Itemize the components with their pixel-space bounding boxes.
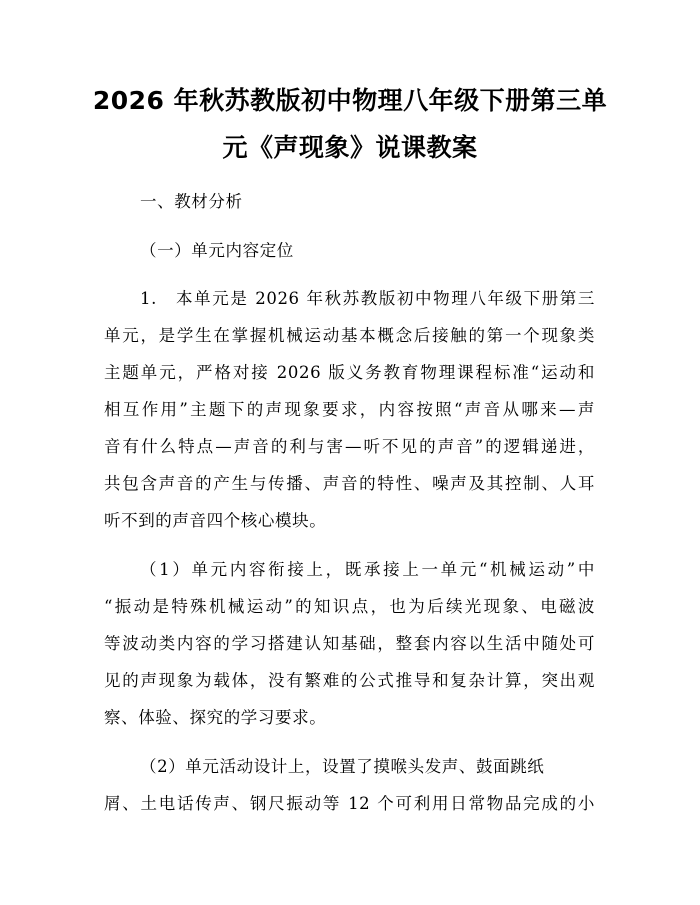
paragraph-3-line-1: （2）单元活动设计上，设置了摸喉头发声、鼓面跳纸 (140, 757, 545, 776)
paragraph-2-line-2: “振动是特殊机械运动”的知识点，也为后续光现象、电磁波 (104, 597, 595, 616)
paragraph-1-line-4: 相互作用”主题下的声现象要求，内容按照“声音从哪来—声 (104, 400, 595, 419)
paragraph-1-line-2: 单元，是学生在掌握机械运动基本概念后接触的第一个现象类 (104, 326, 595, 345)
document-title-line-2: 元《声现象》说课教案 (222, 133, 478, 162)
paragraph-1-line-5: 音有什么特点—声音的利与害—听不见的声音”的逻辑递进， (104, 437, 595, 456)
paragraph-1-line-6: 共包含声音的产生与传播、声音的特性、噪声及其控制、人耳 (104, 474, 595, 493)
section-heading: 一、教材分析 (140, 192, 243, 211)
paragraph-1-line-1: 1. 本单元是 2026 年秋苏教版初中物理八年级下册第三 (140, 289, 595, 308)
paragraph-2-line-3: 等波动类内容的学习搭建认知基础，整套内容以生活中随处可 (104, 634, 595, 653)
paragraph-1-line-7: 听不到的声音四个核心模块。 (104, 511, 327, 530)
subsection-heading: （一）单元内容定位 (140, 241, 294, 260)
paragraph-1-line-3: 主题单元，严格对接 2026 版义务教育物理课程标准“运动和 (104, 363, 595, 382)
document-title-line-1: 2026 年秋苏教版初中物理八年级下册第三单 (92, 86, 608, 115)
paragraph-2-line-4: 见的声现象为载体，没有繁难的公式推导和复杂计算，突出观 (104, 671, 595, 690)
paragraph-3-line-2: 屑、土电话传声、钢尺振动等 12 个可利用日常物品完成的小 (104, 794, 595, 813)
paragraph-2-line-1: （1）单元内容衔接上，既承接上一单元“机械运动”中 (140, 560, 595, 579)
paragraph-2-line-5: 察、体验、探究的学习要求。 (104, 708, 327, 727)
